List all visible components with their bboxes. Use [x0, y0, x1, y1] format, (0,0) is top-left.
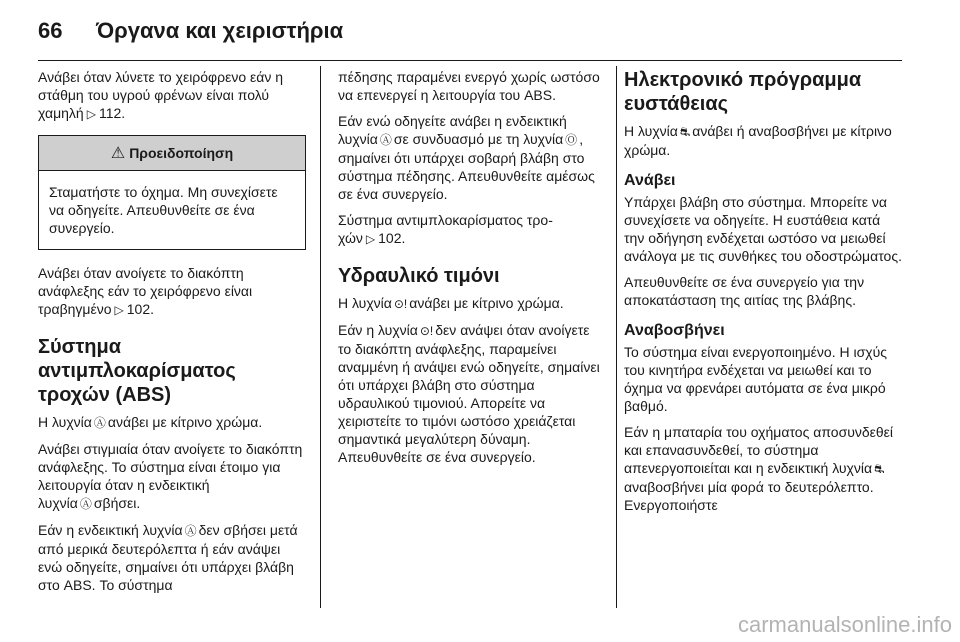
text: Εάν η λυχνία: [338, 322, 418, 338]
abs-paragraph-3: [38, 521, 306, 594]
abs-icon: Ⓐ: [184, 524, 197, 538]
text: Ανάβει στιγμιαία όταν ανοίγετε το διακόπτη ανάφλεξης. Το σύστημα είναι έτοιμο για λειτουργία όταν η ενδεικτική λυχνία: [38, 441, 303, 511]
flashes-paragraph-1: Το σύστημα είναι ενεργοποιημένο. Η ισχύς του κινητήρα ενδέχεται να μειωθεί και το όχημα να φρενάρει αυτόματα σε ένα μικρό βαθμό.: [624, 344, 887, 414]
esp-heading: Ηλεκτρονικό πρόγραμμα ευστάθειας: [624, 69, 862, 115]
column-divider: [616, 66, 617, 608]
text: δεν ανάψει όταν ανοίγετε το διακόπτη ανάφλεξης, παραμείνει αναμμένη ή ανάψει ενώ οδηγείτε, σημαίνει ότι υπάρχει βλάβη στο σύστημα υδραυλικού τιμονιού. Απορείτε να χειριστείτε το τιμόνι ωστόσο χρειάζεται σημαντικά μεγαλύτερη δύναμη. Απευθυνθείτε σε ένα συνεργείο.: [338, 322, 600, 465]
abs-icon: Ⓐ: [93, 416, 106, 430]
warning-box: [38, 135, 306, 250]
abs-continued-paragraph: πέδησης παραμένει ενεργό χωρίς ωστόσο να επενεργεί η λειτουργία του ABS.: [338, 69, 600, 103]
text: ανάβει με κίτρινο χρώμα.: [409, 295, 564, 311]
text: ανάβει ή αναβοσβήνει με κίτρινο χρώμα.: [624, 123, 892, 158]
page-ref-icon: ▷: [365, 232, 376, 246]
parking-brake-paragraph: [38, 264, 306, 319]
brake-icon: Ⓞ: [565, 133, 578, 147]
watermark: carmanualsonline.info: [737, 612, 952, 637]
text: αναβοσβήνει μία φορά το δευτερόλεπτο. Ενεργοποιήστε: [624, 479, 874, 513]
steering-wheel-icon: ⊙!: [419, 324, 434, 338]
text: σε συνδυασμό με τη λυχνία: [393, 131, 564, 147]
abs-paragraph-1: [38, 413, 306, 432]
brake-fluid-paragraph: [38, 68, 306, 123]
abs-heading: Σύστημα αντιμπλοκαρίσματος τροχών (ABS): [38, 336, 236, 406]
warning-body: [39, 171, 305, 249]
lights-up-paragraph-1: Υπάρχει βλάβη στο σύστημα. Μπορείτε να συνεχίσετε να οδηγείτε. Η ευστάθεια κατά την οδήγηση ενδέχεται ωστόσο να μειωθεί ανάλογα με τις συνθήκες του οδοστρώματος.: [624, 194, 902, 264]
lights-up-heading: Ανάβει: [624, 172, 676, 189]
esp-car-skid-icon: ⛐: [874, 462, 885, 476]
page-number: 66: [38, 18, 63, 43]
text: , σημαίνει ότι υπάρχει σοβαρή βλάβη στο σύστημα πέδησης. Απευθυνθείτε αμέσως σε ένα συνεργείο.: [338, 131, 595, 202]
warning-text: Σταματήστε το όχημα. Μη συνεχίσετε να οδηγείτε. Απευθυνθείτε σε ένα συνεργείο.: [49, 184, 278, 236]
text: Η λυχνία: [338, 295, 392, 311]
abs-brake-fault-paragraph: [338, 112, 604, 203]
text: Ανάβει όταν λύνετε το χειρόφρενο εάν η στάθμη του υγρού φρένων είναι πολύ χαμηλή: [38, 69, 284, 121]
warning-header: [39, 136, 305, 171]
page-ref-icon: ▷: [114, 303, 124, 317]
column-1: [38, 68, 306, 602]
column-2: [338, 68, 604, 474]
text: Εάν ενώ οδηγείτε ανάβει η ενδεικτική λυχνία: [338, 113, 567, 147]
text: Η λυχνία: [38, 414, 92, 430]
esp-paragraph: [624, 122, 904, 159]
flashes-heading: Αναβοσβήνει: [624, 322, 725, 339]
page-ref[interactable]: 102.: [378, 230, 406, 246]
page-ref[interactable]: 112.: [98, 105, 126, 121]
text: σβήσει.: [93, 495, 141, 511]
abs-icon: Ⓐ: [379, 133, 392, 147]
header-divider: [38, 60, 902, 61]
lights-up-paragraph-2: Απευθυνθείτε σε ένα συνεργείο για την αποκατάσταση της αιτίας της βλάβης.: [624, 274, 865, 308]
abs-icon: Ⓐ: [79, 497, 92, 511]
esp-car-skid-icon: ⛐: [679, 125, 691, 139]
text: ανάβει με κίτρινο χρώμα.: [107, 414, 263, 430]
page-header: [38, 18, 343, 48]
page-ref[interactable]: 102.: [126, 301, 155, 317]
warning-title: Προειδοποίηση: [129, 145, 234, 161]
text: Ανάβει όταν ανοίγετε το διακόπτη ανάφλεξης εάν το χειρόφρενο είναι τραβηγμένο: [38, 265, 253, 317]
warning-triangle-icon: ⚠: [110, 145, 126, 162]
column-divider: [320, 66, 321, 608]
column-3: [624, 68, 904, 522]
text: Εάν η ενδεικτική λυχνία: [38, 522, 183, 538]
power-steering-heading: Υδραυλικό τιμόνι: [338, 265, 500, 287]
steering-paragraph-2: [338, 321, 604, 466]
abs-ref-paragraph: [338, 211, 604, 248]
page-ref-icon: ▷: [86, 107, 96, 121]
steering-wheel-icon: ⊙!: [393, 297, 408, 311]
abs-paragraph-2: [38, 440, 306, 513]
page-title: Όργανα και χειριστήρια: [96, 18, 344, 43]
text: Εάν η μπαταρία του οχήματος αποσυνδεθεί και επανασυνδεθεί, το σύστημα απενεργοποιείται και η ενδεικτική λυχνία: [624, 424, 894, 476]
text: δεν σβήσει μετά από μερικά δευτερόλεπτα ή εάν ανάψει ενώ οδηγείτε, σημαίνει ότι υπάρχει βλάβη στο ABS. Το σύστημα: [38, 522, 298, 593]
text: Σύστημα αντιμπλοκαρίσματος τροχών: [338, 212, 553, 246]
flashes-paragraph-2: [624, 423, 904, 514]
text: Η λυχνία: [624, 123, 678, 139]
steering-paragraph-1: [338, 294, 604, 313]
